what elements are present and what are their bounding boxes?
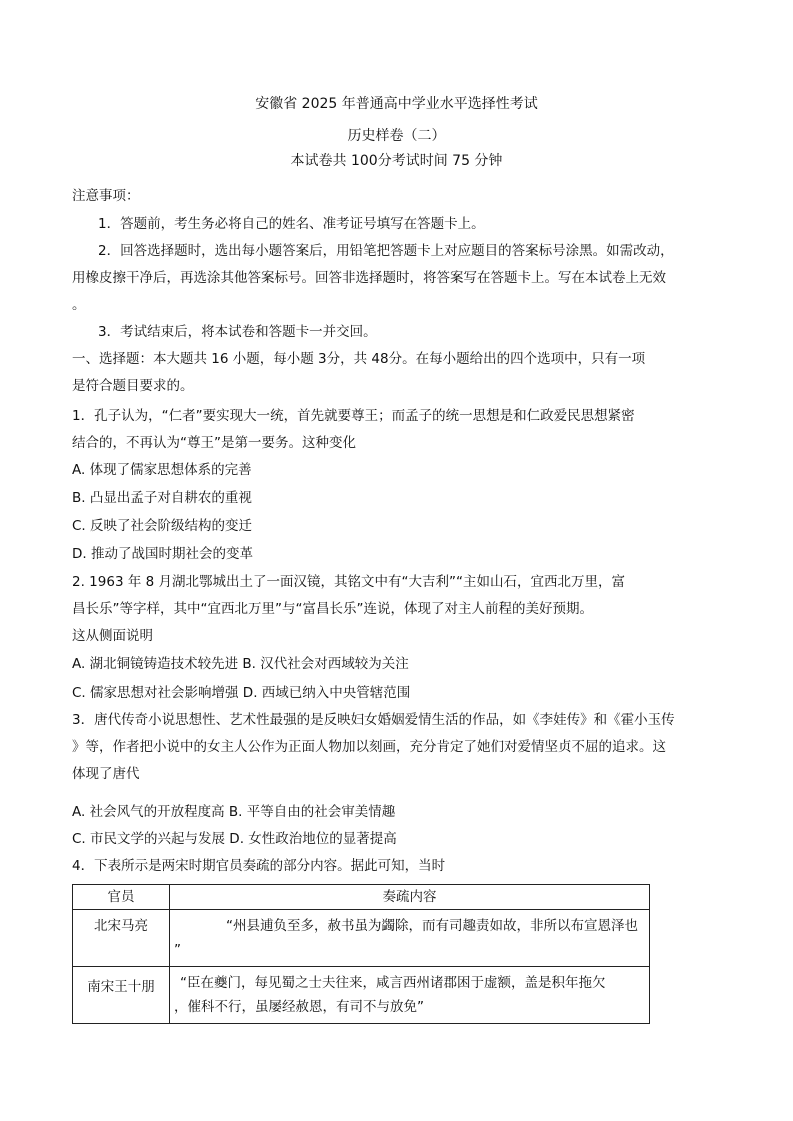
q1-option-d: D. 推动了战国时期社会的变革 [72, 546, 253, 562]
memorial-content-line-2: ” [174, 942, 181, 958]
table-row [73, 967, 650, 1024]
memorial-content-line-1: “臣在夔门，每见蜀之士夫往来，咸言西州诸郡困于虚额，盖是积年拖欠 [180, 975, 606, 991]
note-item-3: 3．考试结束后，将本试卷和答题卡一并交回。 [98, 324, 377, 340]
section-1-heading-line-1: 一、选择题：本大题共 16 小题，每小题 3分，共 48分。在每小题给出的四个选项中，只有一项 [72, 351, 646, 367]
q2-stem-line-3: 这从侧面说明 [72, 628, 153, 644]
q1-option-b: B. 凸显出孟子对自耕农的重视 [72, 490, 252, 506]
official-name: 南宋王十朋 [73, 967, 170, 1024]
section-1-heading-line-2: 是符合题目要求的。 [72, 378, 194, 394]
table-row [73, 910, 650, 967]
q2-stem-line-2: 昌长乐”等字样，其中“宜西北万里”与“富昌长乐”连说，体现了对主人前程的美好预期。 [72, 601, 593, 617]
q3-stem-line-2: 》等，作者把小说中的女主人公作为正面人物加以刻画，充分肯定了她们对爱情坚贞不屈的追求。这 [72, 739, 666, 755]
notes-heading: 注意事项： [72, 188, 140, 204]
table-header-row [73, 885, 650, 910]
note-item-2-line-2: 用橡皮擦干净后，再选涂其他答案标号。回答非选择题时，将答案写在答题卡上。写在本试卷上无效 [72, 270, 666, 286]
note-item-2-line-3: 。 [72, 297, 86, 313]
memorial-content-line-2: ，催科不行，虽屡经赦恩，有司不与放免” [174, 999, 424, 1015]
q1-stem-line-1: 1．孔子认为，“仁者”要实现大一统，首先就要尊王；而孟子的统一思想是和仁政爱民思想紧密 [72, 408, 635, 424]
column-header-official: 官员 [73, 885, 170, 910]
memorial-content [170, 967, 650, 1024]
q3-stem-line-1: 3．唐代传奇小说思想性、艺术性最强的是反映妇女婚姻爱情生活的作品，如《李娃传》和《霍小玉传 [72, 712, 675, 728]
q1-option-c: C. 反映了社会阶级结构的变迁 [72, 518, 253, 534]
q2-options-ab: A. 湖北铜镜铸造技术较先进 B. 汉代社会对西域较为关注 [72, 656, 409, 672]
exam-subtitle: 历史样卷（二） [347, 128, 446, 144]
q4-stem: 4．下表所示是两宋时期官员奏疏的部分内容。据此可知，当时 [72, 858, 446, 874]
exam-title: 安徽省 2025 年普通高中学业水平选择性考试 [255, 96, 538, 112]
column-header-content: 奏疏内容 [170, 885, 650, 910]
note-item-1: 1．答题前，考生务必将自己的姓名、准考证号填写在答题卡上。 [98, 216, 485, 232]
exam-info: 本试卷共 100分考试时间 75 分钟 [290, 153, 503, 169]
q3-options-ab: A. 社会风气的开放程度高 B. 平等自由的社会审美情趣 [72, 804, 396, 820]
q1-stem-line-2: 结合的，不再认为“尊王”是第一要务。这种变化 [72, 435, 356, 451]
official-name: 北宋马亮 [73, 910, 170, 967]
q3-stem-line-3: 体现了唐代 [72, 766, 140, 782]
memorial-table [72, 884, 650, 1024]
note-item-2-line-1: 2．回答选择题时，选出每小题答案后，用铅笔把答题卡上对应题目的答案标号涂黑。如需改动， [98, 243, 674, 259]
q3-options-cd: C. 市民文学的兴起与发展 D. 女性政治地位的显著提高 [72, 831, 397, 847]
memorial-content-line-1: “州县逋负至多，赦书虽为蠲除，而有司趣责如故，非所以布宣恩泽也 [226, 918, 638, 934]
q1-option-a: A. 体现了儒家思想体系的完善 [72, 462, 252, 478]
memorial-content [170, 910, 650, 967]
q2-options-cd: C. 儒家思想对社会影响增强 D. 西域已纳入中央管辖范围 [72, 685, 411, 701]
q2-stem-line-1: 2. 1963 年 8 月湖北鄂城出土了一面汉镜，其铭文中有“大吉利”“主如山石，宜西北万里，富 [72, 574, 625, 590]
